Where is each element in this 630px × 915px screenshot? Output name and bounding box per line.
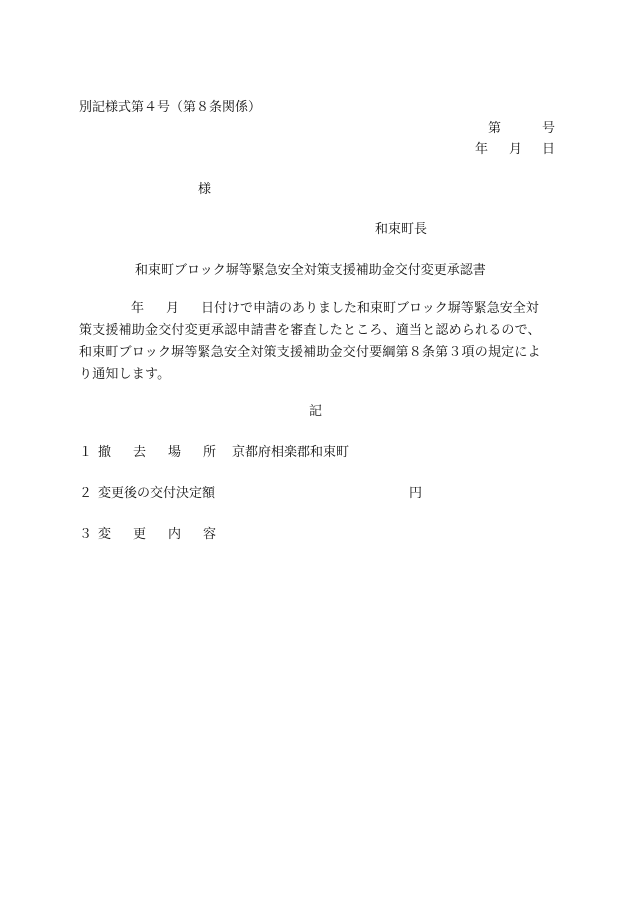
item-label-char: 所 xyxy=(203,445,217,460)
ki-heading: 記 xyxy=(309,404,323,419)
doc-title: 和束町ブロック塀等緊急安全対策支援補助金交付変更承認書 xyxy=(135,263,486,278)
body-line3: 和束町ブロック塀等緊急安全対策支援補助金交付要綱第８条第３項の規定によ xyxy=(79,345,541,360)
item-value-location: 京都府相楽郡和束町 xyxy=(232,445,350,460)
item-label-char: 場 xyxy=(168,445,182,460)
number-go: 号 xyxy=(542,121,556,136)
body-line1-rest: 日付けで申請のありました和束町ブロック塀等緊急安全対 xyxy=(201,301,539,316)
item-unit-yen: 円 xyxy=(409,486,423,501)
body-month: 月 xyxy=(166,301,180,316)
item-number: １ xyxy=(79,445,93,460)
date-day: 日 xyxy=(542,142,556,157)
body-year: 年 xyxy=(131,301,145,316)
addressee-sama: 様 xyxy=(198,182,212,197)
item-label-char: 容 xyxy=(203,527,217,542)
item-label-char: 内 xyxy=(168,527,182,542)
body-line4: り通知します。 xyxy=(79,367,171,382)
date-month: 月 xyxy=(509,142,523,157)
item-label-char: 去 xyxy=(133,445,147,460)
item-label-char: 撤 xyxy=(98,445,112,460)
item-label-char: 更 xyxy=(133,527,147,542)
body-line2: 策支援補助金交付変更承認申請書を審査したところ、適当と認められるので、 xyxy=(79,323,541,338)
item-label-char: 変 xyxy=(98,527,112,542)
form-label: 別記様式第４号（第８条関係） xyxy=(79,100,262,115)
item-number: ２ xyxy=(79,486,93,501)
issuer: 和束町長 xyxy=(375,222,428,237)
item-number: ３ xyxy=(79,527,93,542)
date-year: 年 xyxy=(475,142,489,157)
item-label: 変更後の交付決定額 xyxy=(98,486,216,501)
number-dai: 第 xyxy=(488,121,502,136)
